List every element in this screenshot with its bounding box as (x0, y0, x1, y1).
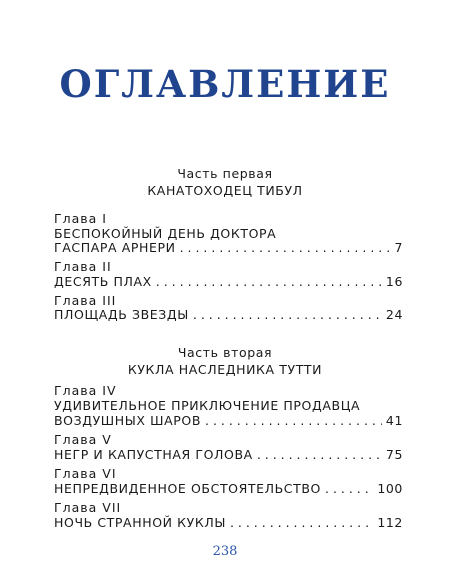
leader-dots (180, 240, 391, 255)
toc-entry-chapter-7[interactable] (54, 515, 403, 530)
chapter-7-label: Глава VII (54, 500, 122, 515)
leader-dots (325, 481, 373, 496)
part-2-label: Часть вторая (177, 345, 273, 360)
chapter-7-page: 112 (377, 515, 403, 530)
chapter-6-title: НЕПРЕДВИДЕННОЕ ОБСТОЯТЕЛЬСТВО (54, 481, 321, 496)
part-1-title: КАНАТОХОДЕЦ ТИБУЛ (147, 183, 303, 198)
chapter-3-page: 24 (385, 307, 403, 322)
chapter-2-page: 16 (385, 274, 403, 289)
chapter-5-title: НЕГР И КАПУСТНАЯ ГОЛОВА (54, 447, 253, 462)
chapter-2-label: Глава II (54, 259, 112, 274)
leader-dots (230, 515, 373, 530)
chapter-5-label: Глава V (54, 432, 112, 447)
toc-entry-chapter-4[interactable] (54, 413, 403, 428)
chapter-6-label: Глава VI (54, 466, 117, 481)
toc-entry-chapter-2[interactable] (54, 274, 403, 289)
page-number: 238 (212, 544, 238, 559)
contents-heading: ОГЛАВЛЕНИЕ (59, 62, 391, 106)
leader-dots (156, 274, 382, 289)
chapter-1-title: ГАСПАРА АРНЕРИ (54, 240, 176, 255)
chapter-5-page: 75 (385, 447, 403, 462)
part-2-title: КУКЛА НАСЛЕДНИКА ТУТТИ (127, 362, 323, 377)
chapter-4-title-line-1: УДИВИТЕЛЬНОЕ ПРИКЛЮЧЕНИЕ ПРОДАВЦА (54, 398, 361, 413)
toc-entry-chapter-6[interactable] (54, 481, 403, 496)
chapter-4-page: 41 (385, 413, 403, 428)
chapter-7-title: НОЧЬ СТРАННОЙ КУКЛЫ (54, 515, 226, 530)
chapter-1-label: Глава I (54, 211, 107, 226)
toc-entry-chapter-1[interactable] (54, 240, 403, 255)
leader-dots (205, 413, 382, 428)
chapter-6-page: 100 (377, 481, 403, 496)
toc-entry-chapter-5[interactable] (54, 447, 403, 462)
chapter-1-title-line-1: БЕСПОКОЙНЫЙ ДЕНЬ ДОКТОРА (54, 226, 277, 241)
leader-dots (257, 447, 382, 462)
toc-entry-chapter-3[interactable] (54, 307, 403, 322)
chapter-2-title: ДЕСЯТЬ ПЛАХ (54, 274, 152, 289)
leader-dots (193, 307, 382, 322)
chapter-1-page: 7 (394, 240, 403, 255)
chapter-4-label: Глава IV (54, 383, 117, 398)
chapter-4-title: ВОЗДУШНЫХ ШАРОВ (54, 413, 202, 428)
chapter-3-label: Глава III (54, 293, 117, 308)
part-1-label: Часть первая (177, 166, 273, 181)
chapter-3-title: ПЛОЩАДЬ ЗВЕЗДЫ (54, 307, 189, 322)
